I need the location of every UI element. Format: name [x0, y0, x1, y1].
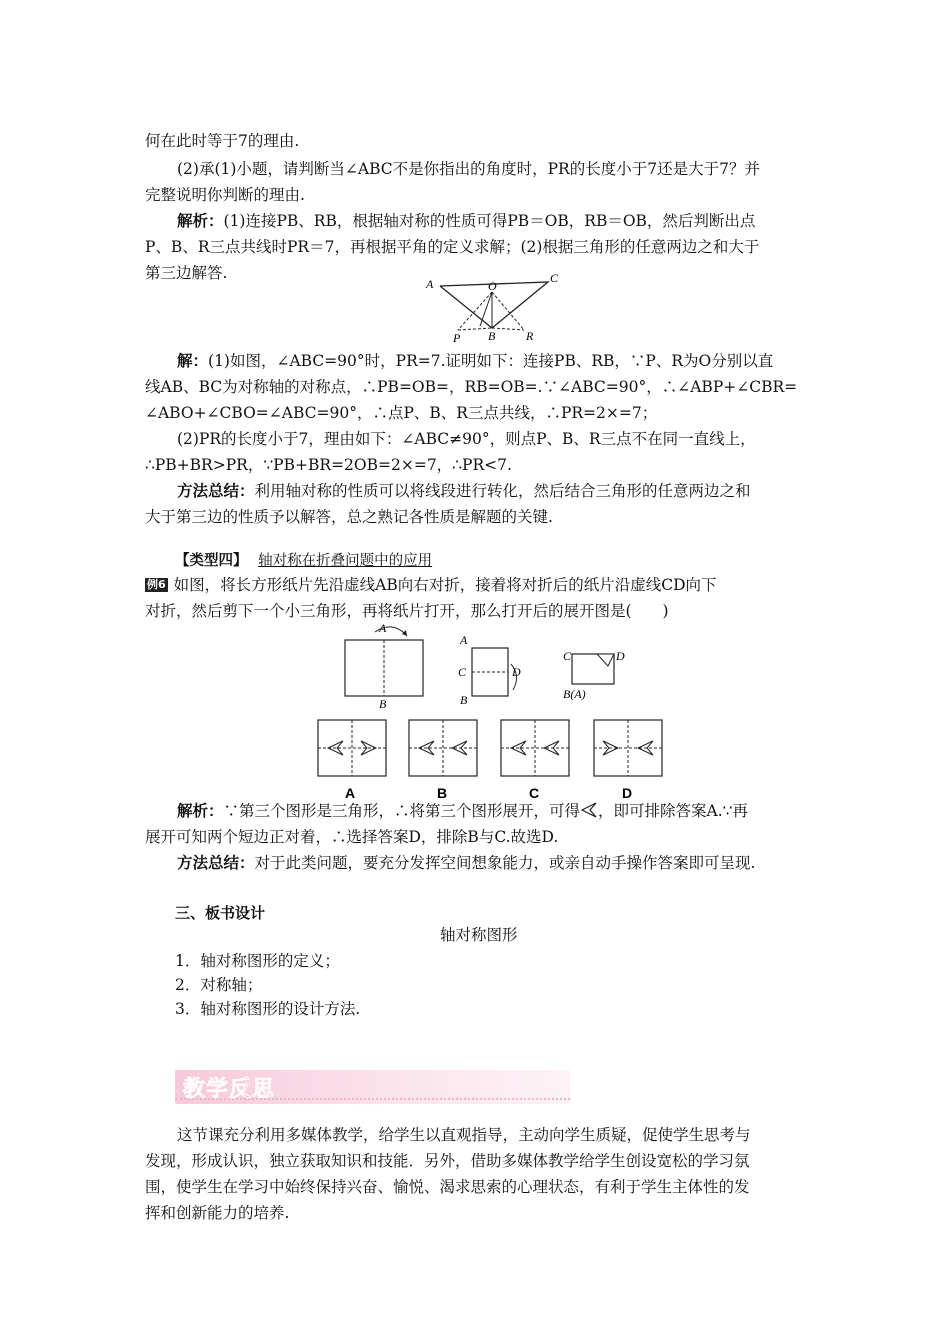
- label-r: R: [526, 329, 534, 343]
- text-line: 展开可知两个短边正对着，∴选择答案D，排除B与C.故选D.: [145, 828, 559, 846]
- step1-label-b: B: [379, 697, 387, 710]
- text-line: 发现，形成认识，独立获取知识和技能．另外，借助多媒体教学给学生创设宽松的学习氛: [145, 1152, 750, 1170]
- summary-label: 方法总结：: [177, 854, 255, 872]
- type4-label: 【类型四】: [175, 553, 248, 569]
- label-a: A: [426, 277, 434, 291]
- option-c-figure: [501, 720, 569, 776]
- text-line: P、B、R三点共线时PR＝7，再根据平角的定义求解；(2)根据三角形的任意两边之和大于: [145, 238, 760, 256]
- reflection-banner: [175, 1070, 570, 1104]
- summary-label: 方法总结：: [177, 482, 255, 500]
- reflection-title: 教学反思: [183, 1077, 276, 1102]
- option-b-figure: [409, 720, 477, 776]
- text-line: 围，使学生在学习中始终保持兴奋、愉悦、渴求思索的心理状态，有利于学生主体性的发: [145, 1178, 750, 1196]
- answer-options-diagram: [315, 718, 675, 802]
- option-c-label: C: [529, 785, 540, 801]
- text-line: 这节课充分利用多媒体教学，给学生以直观指导，主动向学生质疑，促使学生思考与: [177, 1126, 751, 1144]
- analysis-label: 解析：: [177, 802, 224, 820]
- text-line: 线AB、BC为对称轴的对称点，∴PB=OB=，RB=OB=.∵∠ABC=90°，∴∠ABP+∠CBR=: [145, 378, 798, 396]
- board-title: 轴对称图形: [440, 926, 518, 944]
- step3-label-c: C: [563, 649, 572, 663]
- triangle-shape-icon: [580, 802, 598, 818]
- type4-title: 轴对称在折叠问题中的应用: [258, 553, 433, 569]
- analysis-line: [145, 798, 810, 824]
- step2-label-d: D: [512, 665, 521, 679]
- label-b: B: [488, 329, 496, 343]
- cut-triangle: [597, 654, 614, 666]
- step3-label-ba: B(A): [563, 687, 586, 701]
- text-line: ∴PB+BR>PR，∵PB+BR=2OB=2×=7，∴PR<7.: [145, 456, 512, 474]
- question-line: [145, 572, 810, 598]
- board-heading: 三、板书设计: [175, 904, 266, 922]
- step2-label-b: B: [460, 693, 468, 707]
- text: 利用轴对称的性质可以将线段进行转化，然后结合三角形的任意两边之和: [254, 482, 751, 500]
- diagram-line-oa: [480, 292, 492, 326]
- option-d-label: D: [622, 785, 633, 801]
- board-item: 2．对称轴；: [175, 976, 263, 994]
- board-item: 3．轴对称图形的设计方法.: [175, 1000, 361, 1018]
- text-line: 大于第三边的性质予以解答，总之熟记各性质是解题的关键.: [145, 508, 553, 526]
- option-d-figure: [594, 720, 662, 776]
- text-line: 挥和创新能力的培养.: [145, 1204, 290, 1222]
- text: (1)如图，∠ABC=90°时，PR=7.证明如下：连接PB、RB，∵P、R为O分别以直: [208, 352, 774, 370]
- text-line: 对折，然后剪下一个小三角形，再将纸片打开，那么打开后的展开图是( ): [145, 602, 669, 620]
- example-badge: 例6: [147, 578, 166, 591]
- solution-line: [145, 348, 810, 374]
- step3-label-d: D: [616, 649, 625, 663]
- summary-line: [145, 478, 810, 504]
- step2-label-a: A: [460, 633, 468, 647]
- board-item: 1．轴对称图形的定义；: [175, 952, 340, 970]
- solution-label: 解：: [177, 352, 209, 370]
- triangle-diagram: [420, 268, 570, 348]
- analysis-label: 解析：: [177, 212, 224, 230]
- text-line: 完整说明你判断的理由.: [145, 186, 305, 204]
- type4-heading: [175, 548, 840, 574]
- label-c: C: [550, 271, 559, 285]
- text: ，即可排除答案A.∵再: [598, 802, 749, 820]
- option-a-label: A: [345, 785, 356, 801]
- text-line: 第三边解答.: [145, 264, 228, 282]
- text: (1)连接PB、RB，根据轴对称的性质可得PB＝OB，RB＝OB，然后判断出点: [223, 212, 756, 230]
- label-p: P: [453, 331, 461, 345]
- step2-label-c: C: [458, 665, 467, 679]
- fold-arrowhead: [402, 630, 407, 636]
- text-line: ∠ABO+∠CBO=∠ABC=90°，∴点P、B、R三点共线，∴PR=2×=7；: [145, 404, 658, 422]
- text: 对于此类问题，要充分发挥空间想象能力，或亲自动手操作答案即可呈现.: [254, 854, 756, 872]
- folding-steps-diagram: [335, 618, 665, 710]
- text: 如图，将长方形纸片先沿虚线AB向右对折，接着将对折后的纸片沿虚线CD向下: [173, 576, 717, 594]
- text-line: 何在此时等于7的理由.: [145, 132, 300, 150]
- step1-label-a: A: [379, 621, 387, 635]
- text-line: (2)承(1)小题，请判断当∠ABC不是你指出的角度时，PR的长度小于7还是大于7？并: [177, 160, 760, 178]
- option-b-label: B: [437, 785, 448, 801]
- diagram-line-pb: [458, 328, 492, 330]
- text-line: (2)PR的长度小于7，理由如下：∠ABC≠90°，则点P、B、R三点不在同一直线上，: [177, 430, 756, 448]
- option-a-figure: [318, 720, 386, 776]
- analysis-line: [145, 208, 810, 234]
- label-o: O: [488, 279, 497, 293]
- text: ∵第三个图形是三角形，∴将第三个图形展开，可得: [223, 802, 581, 820]
- diagram-line-br: [492, 328, 524, 330]
- summary-line: [145, 850, 810, 876]
